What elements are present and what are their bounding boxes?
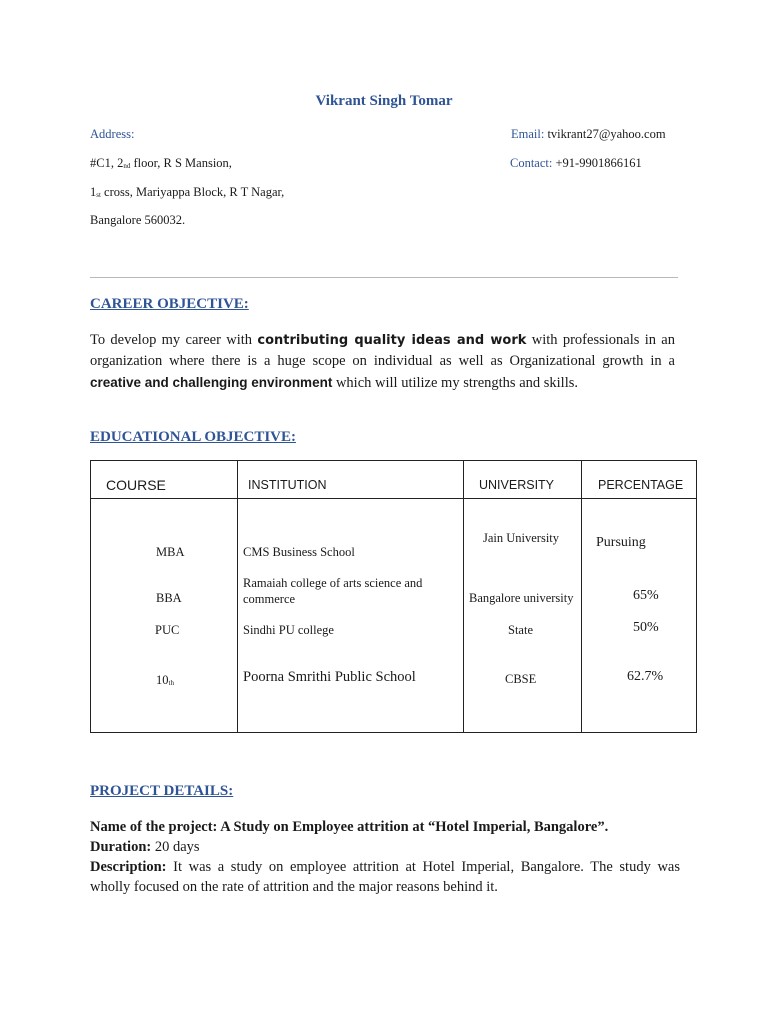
educational-objective-heading: EDUCATIONAL OBJECTIVE: [90, 429, 297, 445]
address-line-1-sup: nd [123, 162, 131, 170]
contact-number: +91-9901866161 [552, 156, 642, 170]
career-text-1: To develop my career with [90, 332, 258, 348]
address-label: Address: [90, 127, 135, 141]
table-header-divider [90, 498, 697, 499]
course-10th-sup: th [168, 679, 174, 687]
address-line-1 [90, 156, 232, 171]
column-header-institution: INSTITUTION [248, 478, 327, 492]
candidate-name: Vikrant Singh Tomar [315, 93, 453, 109]
percentage-10th: 62.7% [627, 669, 664, 684]
project-duration [90, 837, 680, 857]
email-line [511, 127, 666, 142]
header-divider [90, 277, 678, 278]
university-puc: State [508, 623, 533, 637]
course-10th-number: 10 [156, 673, 169, 687]
description-label: Description: [90, 859, 167, 875]
university-mba: Jain University [483, 531, 560, 545]
description-value: It was a study on employee attrition at Hotel Imperial, Bangalore. The study was wholly focused on the rate of attrition and the major reasons behind it. [90, 859, 680, 895]
address-line-3: Bangalore 560032. [90, 213, 186, 227]
table-divider-2 [463, 460, 464, 733]
duration-value: 20 days [151, 839, 200, 855]
address-line-2-sup: st [96, 191, 101, 199]
institution-bba: Ramaiah college of arts science and commerce [243, 576, 423, 606]
career-text-2: with professionals in an organization where there is a huge scope on individual as well as Organizational growth in a [90, 332, 675, 369]
column-header-course: COURSE [106, 477, 166, 493]
project-details-heading: PROJECT DETAILS: [90, 783, 234, 799]
percentage-bba: 65% [633, 588, 659, 603]
contact-label: Contact: [510, 156, 553, 170]
email-label: Email: [511, 127, 545, 141]
duration-label: Duration: [90, 839, 152, 855]
percentage-mba: Pursuing [596, 535, 646, 550]
career-bold-2: creative and challenging environment [90, 375, 333, 390]
course-bba: BBA [156, 591, 182, 605]
university-bba: Bangalore university [469, 591, 574, 605]
project-name: Name of the project: A Study on Employee attrition at “Hotel Imperial, Bangalore”. [90, 819, 609, 835]
column-header-university: UNIVERSITY [479, 478, 555, 492]
institution-puc: Sindhi PU college [243, 623, 334, 637]
course-puc: PUC [155, 623, 180, 637]
address-line-2-part-a: 1 [90, 185, 97, 199]
institution-mba: CMS Business School [243, 545, 355, 559]
column-header-percentage: PERCENTAGE [598, 478, 684, 492]
table-divider-3 [581, 460, 582, 733]
course-10th [156, 673, 174, 688]
career-bold-1: contributing quality ideas and work [257, 333, 527, 348]
course-mba: MBA [156, 545, 185, 559]
table-divider-1 [237, 460, 238, 733]
address-line-1-part-a: #C1, 2 [90, 156, 124, 170]
percentage-puc: 50% [633, 620, 659, 635]
university-10th: CBSE [505, 672, 537, 686]
address-line-2 [90, 185, 284, 200]
contact-line [510, 156, 642, 171]
career-text-3: which will utilize my strengths and skills. [332, 375, 578, 391]
project-description [90, 857, 680, 897]
institution-10th: Poorna Smrithi Public School [243, 669, 416, 685]
career-objective-heading: CAREER OBJECTIVE: [90, 296, 249, 312]
address-line-2-part-b: cross, Mariyappa Block, R T Nagar, [100, 185, 285, 199]
email-link[interactable]: tvikrant27@yahoo.com [544, 127, 666, 141]
address-line-1-part-b: floor, R S Mansion, [130, 156, 232, 170]
career-objective-text [90, 330, 675, 394]
